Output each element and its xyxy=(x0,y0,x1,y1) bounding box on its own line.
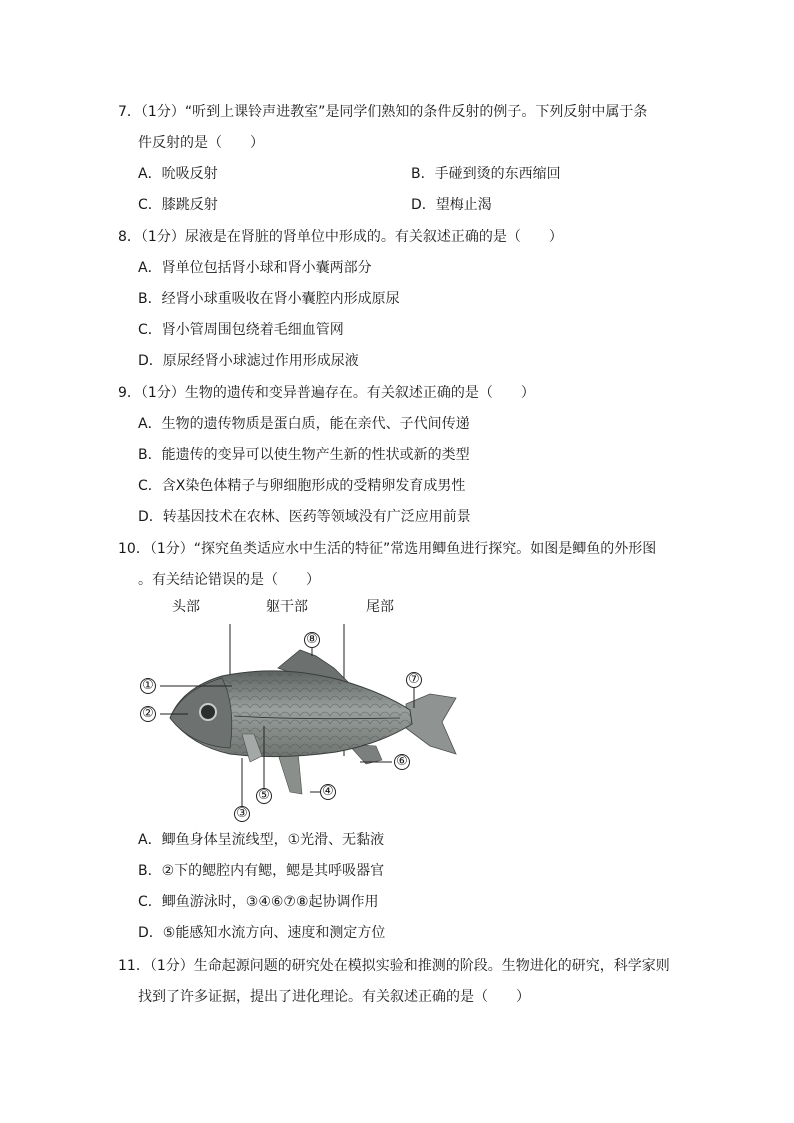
marker-8: ⑧ xyxy=(304,632,320,648)
label-tail: 尾部 xyxy=(366,599,394,615)
q10-option-d: D．⑤能感知水流方向、速度和测定方位 xyxy=(138,925,386,941)
q9-option-b: B．能遗传的变异可以使生物产生新的性状或新的类型 xyxy=(138,447,470,463)
q11-stem-line1: 11．（1分）生命起源问题的研究处在模拟实验和推测的阶段。生物进化的研究，科学家则 xyxy=(118,958,670,974)
marker-7: ⑦ xyxy=(406,672,422,688)
marker-2: ② xyxy=(140,706,156,722)
q8-stem: 8．（1分）尿液是在肾脏的肾单位中形成的。有关叙述正确的是（ ） xyxy=(118,229,563,245)
q8-option-a: A．肾单位包括肾小球和肾小囊两部分 xyxy=(138,260,372,276)
q10-stem-line2: 。有关结论错误的是（ ） xyxy=(138,572,320,588)
q10-option-b: B．②下的鳃腔内有鳃，鳃是其呼吸器官 xyxy=(138,863,385,879)
q8-option-b: B．经肾小球重吸收在肾小囊腔内形成原尿 xyxy=(138,291,400,307)
marker-6: ⑥ xyxy=(394,754,410,770)
q8-option-c: C．肾小管周围包绕着毛细血管网 xyxy=(138,322,344,338)
label-trunk: 躯干部 xyxy=(266,599,308,615)
q7-stem-line2: 件反射的是（ ） xyxy=(138,135,264,151)
q9-option-d: D．转基因技术在农林、医药等领域没有广泛应用前景 xyxy=(138,509,471,525)
q10-option-a: A．鲫鱼身体呈流线型，①光滑、无黏液 xyxy=(138,832,385,848)
crucian-carp-figure xyxy=(130,596,470,826)
q9-stem: 9．（1分）生物的遗传和变异普遍存在。有关叙述正确的是（ ） xyxy=(118,385,535,401)
q9-option-c: C．含X染色体精子与卵细胞形成的受精卵发育成男性 xyxy=(138,478,466,494)
marker-3: ③ xyxy=(234,806,250,822)
fish-illustration xyxy=(130,596,470,826)
fish-eye xyxy=(200,704,216,720)
q9-option-a: A．生物的遗传物质是蛋白质，能在亲代、子代间传递 xyxy=(138,416,470,432)
q11-stem-line2: 找到了许多证据，提出了进化理论。有关叙述正确的是（ ） xyxy=(138,989,530,1005)
q7-option-b: B．手碰到烫的东西缩回 xyxy=(411,166,561,182)
label-head: 头部 xyxy=(172,599,200,615)
q7-option-a: A．吮吸反射 xyxy=(138,166,218,182)
q7-option-c: C．膝跳反射 xyxy=(138,197,218,213)
q10-option-c: C．鲫鱼游泳时，③④⑥⑦⑧起协调作用 xyxy=(138,894,379,910)
q7-stem-line1: 7．（1分）“听到上课铃声进教室”是同学们熟知的条件反射的例子。下列反射中属于条 xyxy=(118,104,648,120)
q10-stem-line1: 10．（1分）“探究鱼类适应水中生活的特征”常选用鲫鱼进行探究。如图是鲫鱼的外形图 xyxy=(118,541,657,557)
q7-option-d: D．望梅止渴 xyxy=(411,197,492,213)
marker-5: ⑤ xyxy=(256,788,272,804)
marker-4: ④ xyxy=(320,784,336,800)
marker-1: ① xyxy=(140,678,156,694)
q8-option-d: D．原尿经肾小球滤过作用形成尿液 xyxy=(138,353,359,369)
